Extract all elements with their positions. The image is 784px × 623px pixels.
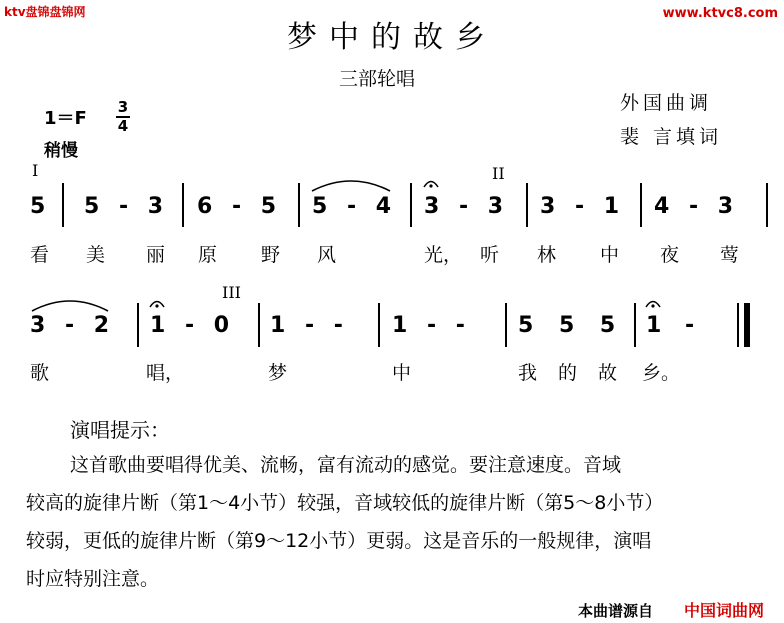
barline xyxy=(62,183,64,227)
staff2-measure: 5 5 5 xyxy=(518,313,616,338)
song-title: 梦中的故乡 xyxy=(287,20,497,55)
lyric-syllable: 夜 xyxy=(660,244,680,266)
lyric-syllable: 美 xyxy=(86,244,106,266)
fermata-mark xyxy=(148,296,166,310)
staff1-measure: 6 - 5 xyxy=(197,194,277,219)
tempo-mark: 稍慢 xyxy=(44,141,78,161)
lyric-syllable: 风 xyxy=(317,244,337,266)
staff1-measure: 4 - 3 xyxy=(654,194,734,219)
fermata-mark xyxy=(422,176,440,190)
barline xyxy=(298,183,300,227)
source-label: 本曲谱源自 xyxy=(578,602,654,620)
staff2-measure: 3 - 2 xyxy=(30,313,110,338)
time-signature-top: 3 xyxy=(117,98,129,116)
tips-heading: 演唱提示： xyxy=(70,418,170,442)
section-mark-iii: III xyxy=(222,283,241,302)
lyric-syllable: 听 xyxy=(480,244,500,266)
lyric-syllable: 莺 xyxy=(720,244,740,266)
lyric-syllable: 林 xyxy=(537,244,557,266)
barline xyxy=(505,303,507,347)
lyric-syllable: 野 xyxy=(261,244,281,266)
time-signature-bottom: 4 xyxy=(117,117,129,135)
section-mark-ii: II xyxy=(492,164,505,183)
staff2-measure: 1 - 0 xyxy=(150,313,230,338)
barline xyxy=(526,183,528,227)
staff2-measure: 1 - - xyxy=(270,313,343,338)
watermark-left: ktv盘锦盘锦网 xyxy=(4,5,86,19)
lyric-syllable: 歌 xyxy=(30,362,50,384)
barline xyxy=(766,183,768,227)
fermata-mark xyxy=(644,296,662,310)
lyricist-credit: 裴 言填词 xyxy=(620,126,723,148)
key-signature: 1＝F xyxy=(44,108,87,129)
source-site: 中国词曲网 xyxy=(684,601,765,620)
lyric-syllable: 唱， xyxy=(146,362,185,384)
staff1-measure: 5 - 3 xyxy=(84,194,164,219)
staff1-measure: 3 - 3 xyxy=(424,194,504,219)
tips-line: 时应特别注意。 xyxy=(26,568,160,590)
song-subtitle: 三部轮唱 xyxy=(339,68,416,90)
lyric-syllable: 我 xyxy=(518,362,538,384)
slur-mark xyxy=(28,294,112,314)
lyric-syllable: 乡。 xyxy=(642,362,681,384)
barline xyxy=(634,303,636,347)
staff1-measure: 3 - 1 xyxy=(540,194,620,219)
barline xyxy=(182,183,184,227)
barline xyxy=(640,183,642,227)
lyric-syllable: 故 xyxy=(598,362,618,384)
composer-credit: 外国曲调 xyxy=(620,92,713,114)
lyric-syllable: 看 xyxy=(30,244,50,266)
lyric-syllable: 光， xyxy=(424,244,463,266)
barline xyxy=(378,303,380,347)
time-signature xyxy=(116,100,130,134)
tips-line: 这首歌曲要唱得优美、流畅，富有流动的感觉。要注意速度。音域 xyxy=(70,454,622,476)
staff2-measure: 1 - - xyxy=(392,313,465,338)
lyric-syllable: 梦 xyxy=(268,362,288,384)
lyric-syllable: 丽 xyxy=(146,244,166,266)
final-barline-thick xyxy=(744,303,750,347)
staff1-pickup: 5 xyxy=(30,194,46,219)
tips-body xyxy=(26,446,766,598)
slur-mark xyxy=(308,174,394,194)
final-barline-thin xyxy=(737,303,739,347)
barline xyxy=(258,303,260,347)
barline xyxy=(137,303,139,347)
tips-line: 较高的旋律片断（第1～4小节）较强，音域较低的旋律片断（第5～8小节） xyxy=(26,492,664,514)
tips-line: 较弱，更低的旋律片断（第9～12小节）更弱。这是音乐的一般规律，演唱 xyxy=(26,530,652,552)
watermark-right: www.ktvc8.com xyxy=(662,6,778,21)
lyric-syllable: 的 xyxy=(558,362,578,384)
section-mark-i: I xyxy=(32,161,39,180)
lyric-syllable: 原 xyxy=(198,244,218,266)
staff1-measure: 5 - 4 xyxy=(312,194,392,219)
barline xyxy=(410,183,412,227)
lyric-syllable: 中 xyxy=(600,244,620,266)
lyric-syllable: 中 xyxy=(392,362,412,384)
staff2-measure: 1 - xyxy=(646,313,695,338)
